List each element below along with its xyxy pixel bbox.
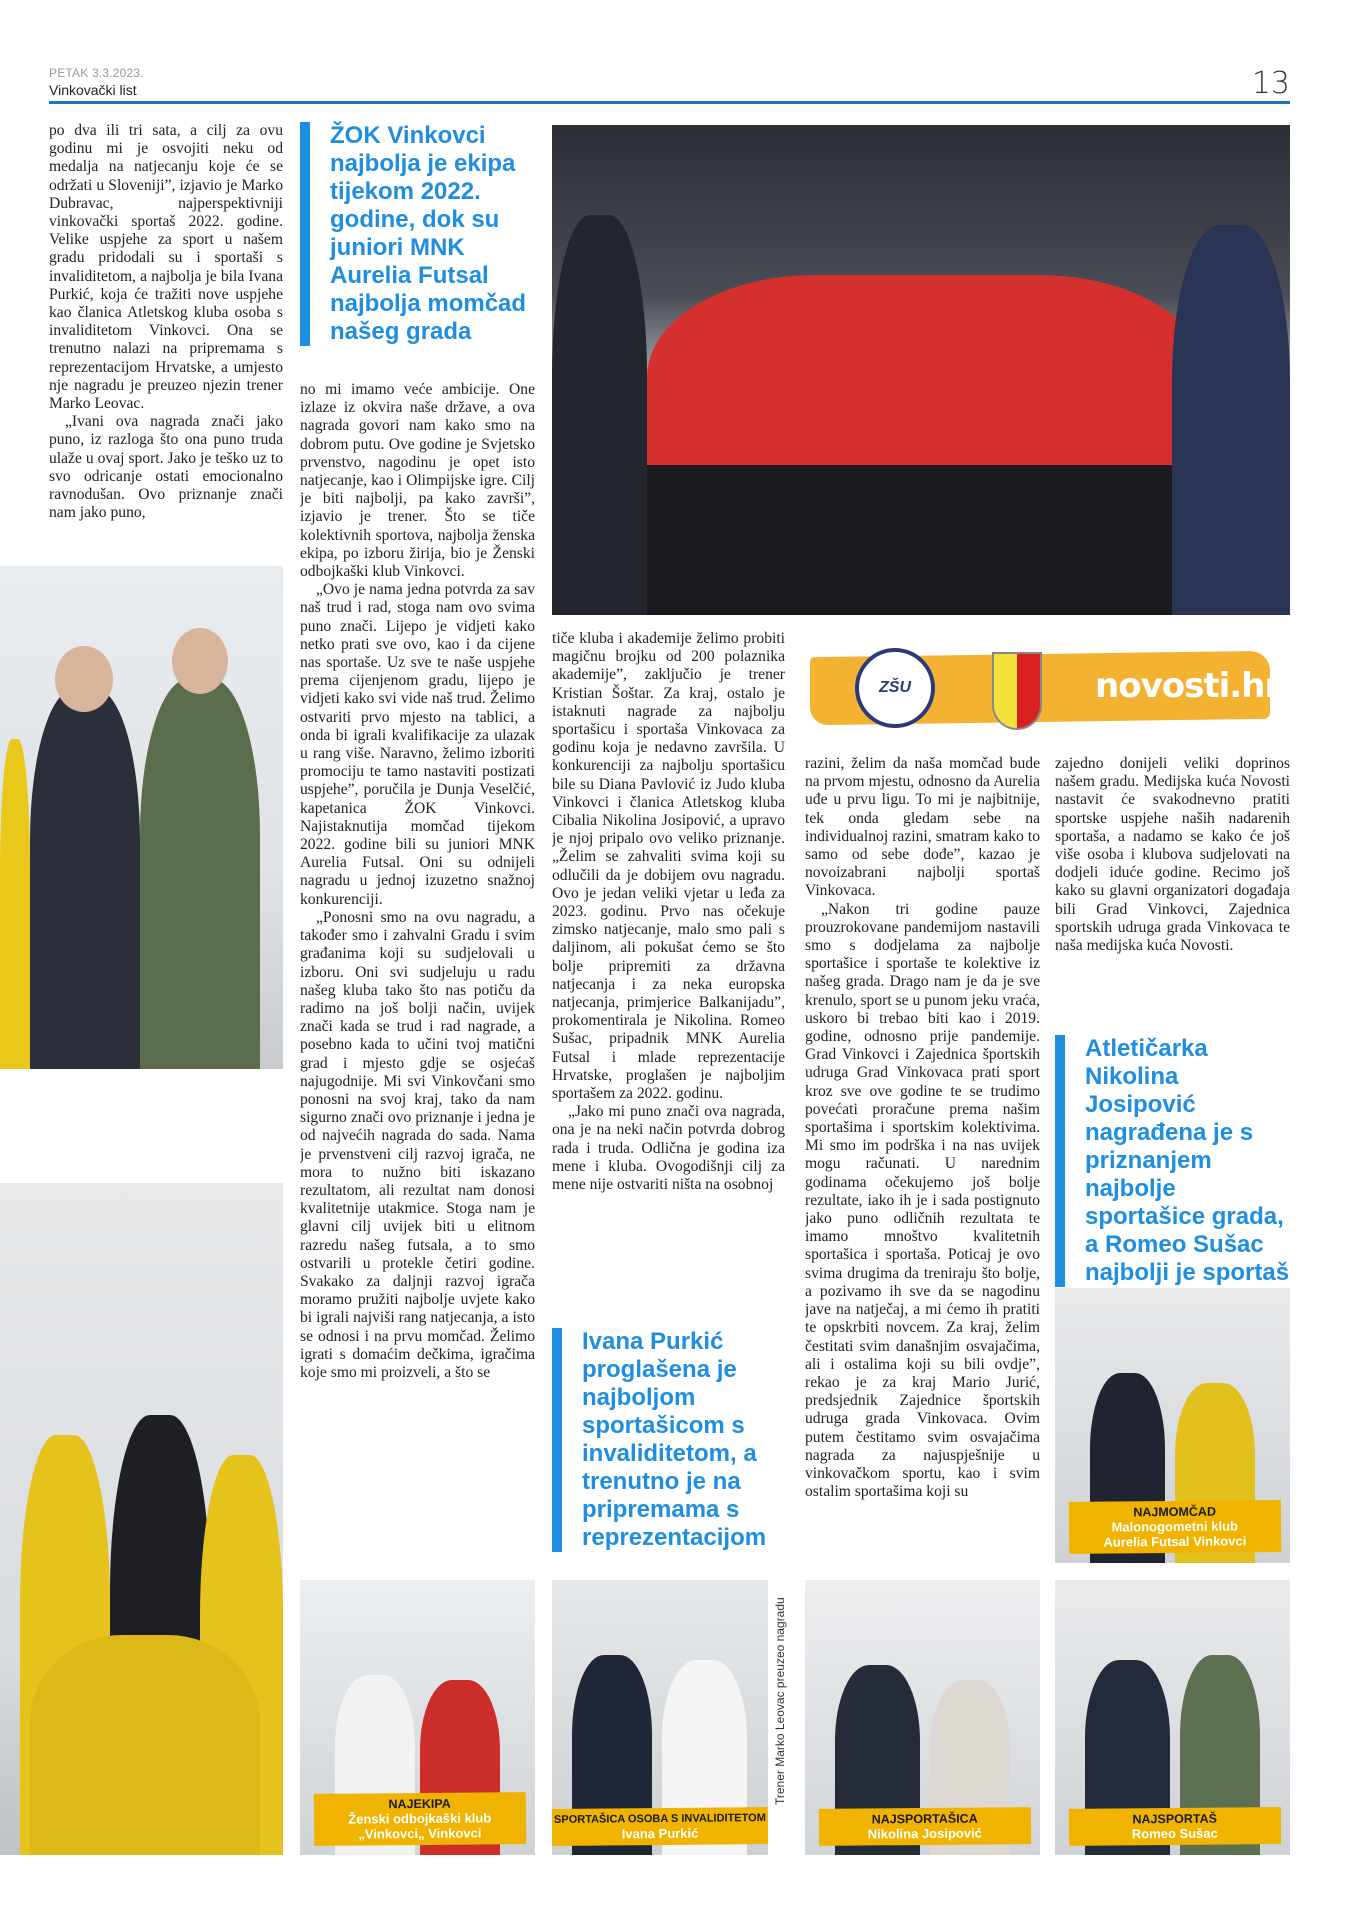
article-column-1 [49, 122, 283, 548]
caption-name: Ženski odbojkaški klub [348, 1810, 492, 1827]
caption-name: Ivana Purkić [621, 1825, 699, 1842]
caption-label: NAJSPORTAŠICA [871, 1811, 978, 1827]
paragraph: po dva ili tri sata, a cilj za ovu godinu mi je osvojiti neku od medalja na natjecanju koje će se održati u Sloveniji”, izjavio je Marko Dubravac, najperspektivniji vinkovački sportaš 2022. godine. Velike uspjehe za sport u našem gradu pridodali su i sportaši s invaliditetom, a najbolja je bila Ivana Purkić, koja će tražiti nove uspjehe kao članica Atletskog kluba osoba s invaliditetom Vinkovci. Ona se trenutno nalazi na pripremama s reprezentacijom Hrvatske, a umjesto nje nagradu je preuzeo njezin trener Marko Leovac. [49, 122, 283, 413]
caption-label: NAJEKIPA [388, 1796, 451, 1812]
paragraph: „Jako mi puno znači ova nagrada, ona je na neki način potvrda dobrog rada i truda. Odlična je godina iza mene i kluba. Ovogodišnji cilj za mene nije ostvariti ništa na osobnoj [552, 1103, 785, 1194]
paragraph: no mi imamo veće ambicije. One izlaze iz okvira naše države, a ova nagrada govori nam kako smo na dobrom putu. Ove godine je Svjetsko prvenstvo, nagodinu je opet isto natjecanje, kao i Olimpijske igre. Cilj je biti najbolji, pa kako završi”, izjavio je trener. Što se tiče kolektivnih sportova, najbolja ženska ekipa, po izboru žirija, bio je Ženski odbojkaški klub Vinkovci. [300, 381, 535, 581]
caption-name: Malonogometni klub [1111, 1518, 1239, 1535]
caption-name: Nikolina Josipović [867, 1825, 983, 1842]
sponsor-banner [805, 642, 1290, 732]
caption-name: Aurelia Futsal Vinkovci [1103, 1533, 1247, 1550]
photo-credit [768, 1585, 790, 1805]
photo-invaliditet [552, 1580, 768, 1855]
newspaper-name: Vinkovački list [49, 82, 137, 98]
caption-label: NAJMOMČAD [1133, 1504, 1217, 1520]
photo-najsportas [1055, 1580, 1290, 1855]
caption-label: NAJSPORTAŠ [1132, 1811, 1218, 1827]
photo-zok-team [552, 125, 1290, 615]
headline-ivana-purkic: Ivana Purkić proglašena je najboljom sportašicom s invaliditetom, a trenutno je na pripremama s reprezentacijom [552, 1328, 785, 1552]
paragraph: „Ponosni smo na ovu nagradu, a također smo i zahvalni Gradu i svim građanima koji su sudjelovali u izboru. Oni svi sudjeluju u radu našeg kluba tako što nas potiču da radimo na još bolji način, uvijek znači kada se trud i rad nagrade, a posebno kada to učini tvoj matični grad i mjesto gdje se osjećaš najugodnije. Mi svi Vinkovčani smo ponosni na svoj kraj, tako da nam sigurno znači ovo priznanje i jedna je od najvećih nagrada do sada. Nama je prvenstveni cilj razvoj igrača, ne mora to nužno biti iskazano rezultatom, ali rezultat nam donosi kvalitetnije utakmice. Stoga nam je glavni cilj uvijek biti u elitnom razredu našeg futsala, a to smo ostvarili u protekle četiri godine. Svakako za daljnji razvoj igrača moramo pružiti najbolje uvjete kako bi igrali najviši rang natjecanja, a isto se odnosi i na prvu momčad. Želimo igrati s domaćim dečkima, igračima koje smo mi proizveli, a što se [300, 908, 535, 1381]
caption-name: „Vinkovci„ Vinkovci [358, 1825, 482, 1842]
zsu-logo-icon [855, 648, 935, 728]
headline-josipovic-susac: Atletičarka Nikolina Josipović nagrađena je s priznanjem najbolje sportašice grada, a Romeo Sušac najbolji je sportaš [1055, 1035, 1290, 1287]
caption-invaliditet [552, 1807, 768, 1846]
headline-zok-vinkovci: ŽOK Vinkovci najbolja je ekipa tijekom 2022. godine, dok su juniori MNK Aurelia Futsal najbolja momčad našeg grada [300, 122, 535, 346]
article-column-3 [552, 630, 785, 1290]
header-rule [49, 101, 1290, 104]
photo-najmomcad [1055, 1288, 1290, 1563]
photo-sportas-award [0, 566, 283, 1069]
photo-najekipa [300, 1580, 535, 1855]
article-column-2 [300, 381, 535, 1553]
article-column-4 [805, 755, 1040, 1563]
caption-name: Romeo Sušac [1131, 1825, 1218, 1842]
zsu-logo-text: ZŠU [879, 679, 911, 696]
novosti-logo: novosti.hr [1095, 666, 1281, 706]
paragraph: „Nakon tri godine pauze prouzrokovane pandemijom nastavili smo s dodjelama za najbolje sportašice i sportaše te kolektive iz našeg grada. Drago nam je da je sve krenulo, sport se u punom jeku vraća, uskoro bi trebao biti kao i 2019. godine, odnosno prije pandemije. Grad Vinkovci i Zajednica športskih udruga Grad Vinkovaca prati sport kroz sve ove godine te se trudimo povećati proračune prema našim sportašima i sportskim kolektivima. Mi smo im podrška i na nas uvijek mogu računati. U narednim godinama očekujemo još bolje rezultate, iako ih je i sada postignuto jako puno odličnih rezultata te imamo mnoštvo kvalitetnih sportašica i sportaša. Poticaj je ovo svima drugima da treniraju što bolje, a pozivamo ih sve da se nagodinu jave na natječaj, a mi ćemo ih pratiti te opskrbiti novcem. Za kraj, želim čestitati svim današnjim osvajačima, ali i ostalima koji su bili ovdje”, rekao je za kraj Mario Jurić, predsjednik Zajednice športskih udruga grada Vinkovaca. Ovim putem čestitamo svim osvajačima nagrada za najuspješnije u vinkovačkom sportu, kao i svim ostalim sportašima koji su [805, 900, 1040, 1501]
photo-credit-text: Trener Marko Leovac preuzeo nagradu [773, 1597, 787, 1805]
caption-najsportas [1069, 1807, 1281, 1846]
caption-najmomcad [1069, 1500, 1281, 1554]
article-column-5 [1055, 755, 1290, 1000]
caption-najekipa [314, 1792, 526, 1846]
caption-label: SPORTAŠICA OSOBA S INVALIDITETOM [553, 1812, 766, 1826]
photo-futsal-team [0, 1183, 283, 1855]
issue-date: PETAK 3.3.2023. [49, 66, 144, 80]
paragraph: „Ivani ova nagrada znači jako puno, iz razloga što ona puno truda ulaže u ovaj sport. Jako je teško uz to svo odricanje ostati emocionalno ravnodušan. Ovo priznanje znači nam jako puno, [49, 413, 283, 522]
paragraph: zajedno donijeli veliki doprinos našem gradu. Medijska kuća Novosti nastavit će svakodnevno pratiti sportske uspjehe naših nadarenih sportaša, a nadamo se kako će još više osoba i klubova sudjelovati na dodjeli iduće godine. Recimo još kako su glavni organizatori događaja bili Grad Vinkovci, Zajednica sportskih udruga grada Vinkovaca te naša medijska kuća Novosti. [1055, 755, 1290, 955]
paragraph: razini, želim da naša momčad bude na prvom mjestu, odnosno da Aurelia uđe u prvu ligu. To mi je najbitnije, tek onda gledam sebe na individualnoj razini, smatram kako to samo od sebe dođe”, kazao je novoizabrani najbolji sportaš Vinkovaca. [805, 755, 1040, 900]
paragraph: tiče kluba i akademije želimo probiti magičnu brojku od 200 polaznika akademije”, zaključio je trener Kristian Šoštar. Za kraj, ostalo je istaknuti nagrade za najbolju sportašicu i sportaša Vinkovaca za godinu koja je nedavno završila. U konkurenciji za najbolju sportašicu bile su Diana Pavlović iz Judo kluba Vinkovci i članica Atletskog kluba Cibalia Nikolina Josipović, a upravo je njoj pripalo ovo veliko priznanje. „Želim se zahvaliti svima koji su odlučili da je dobijem ovu nagradu. Ovo je jedan veliki vjetar u leđa za 2023. godinu. Prvo nas očekuje zimsko natjecanje, malo smo pali s daljinom, ali pokušat ćemo se što bolje pripremiti za državna natjecanja i za neka europska natjecanja, primjerice Balkanijadu”, prokomentirala je Nikolina. Romeo Sušac, pripadnik MNK Aurelia Futsal i mlade reprezentacije Hrvatske, proglašen je najboljim sportašem za 2022. godinu. [552, 630, 785, 1103]
caption-najsportasica [819, 1807, 1031, 1846]
paragraph: „Ovo je nama jedna potvrda za sav naš trud i rad, stoga nam ovo svima puno znači. Lijepo je vidjeti kako netko prati sve ovo, kao i da cijene nas sportaše. Uz sve te naše uspjehe prema cijenjenom gradu, lijepo je vidjeti kako svi vide naš trud. Želimo ostvariti prvo mjesto na tablici, a onda bi igrali kvalifikacije za ulazak u rang više. Naravno, želimo izboriti promociju te tamo nastaviti postizati uspjehe”, poručila je Dunja Veselčić, kapetanica ŽOK Vinkovci. Najistaknutija momčad tijekom 2022. godine bili su juniori MNK Aurelia Futsal. Oni su odnijeli nagradu u jednoj izuzetno snažnoj konkurenciji. [300, 581, 535, 908]
page-number: 13 [1251, 66, 1290, 101]
city-coat-of-arms-icon [992, 652, 1042, 730]
photo-najsportasica [805, 1580, 1040, 1855]
